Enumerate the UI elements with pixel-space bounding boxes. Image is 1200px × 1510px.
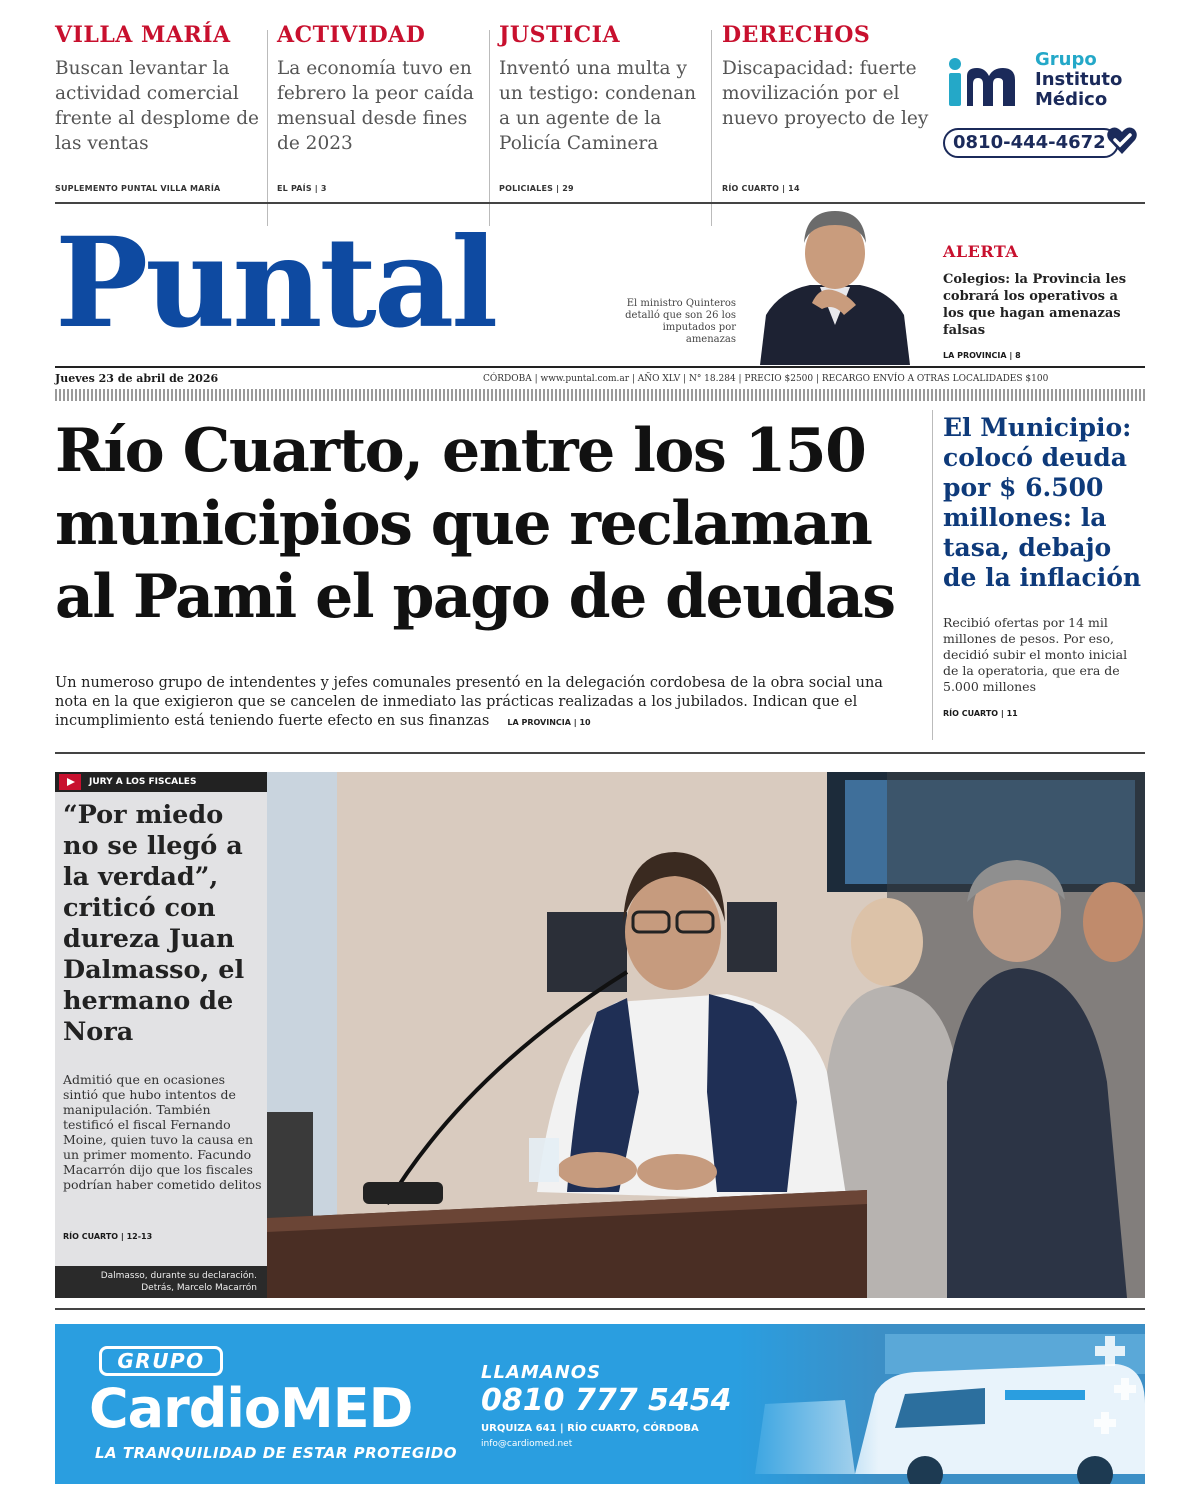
photo-caption [55,1266,267,1298]
teaser-page-ref: RÍO CUARTO | 14 [722,184,800,193]
teaser-text: Buscan levantar la actividad comercial frente al desplome de las ventas [55,58,259,154]
headline-line: municipios que reclaman [55,489,872,559]
ambulance-image [735,1324,1145,1484]
instituto-medico-name [1035,50,1122,110]
teaser-page-ref: EL PAÍS | 3 [277,184,327,193]
main-headline[interactable] [55,415,925,634]
cardiomed-grupo-badge: GRUPO [99,1346,223,1376]
photo-story-tag [55,772,267,792]
teaser-text: Discapacidad: fuerte movilización por el nuevo proyecto de ley [722,58,929,129]
gim-line1: Instituto [1035,69,1123,90]
instituto-medico-phone[interactable]: 0810-444-4672 [943,128,1119,158]
teaser-kicker: DERECHOS [722,22,871,48]
caption-line: Dalmasso, durante su declaración. [100,1271,257,1281]
hearing-photo [267,772,1145,1298]
teaser-villa-maria[interactable] [55,22,265,204]
photo-story-text: Admitió que en ocasiones sintió que hubo intentos de manipulación. También testificó el fiscal Fernando Moine, quien tuvo la causa en un primer momento. Facundo Macarrón dijo que los fiscales podrían haber cometido delitos [63,1072,262,1192]
cardiomed-phone[interactable]: 0810 777 5454 [481,1383,732,1418]
alert-page-ref: LA PROVINCIA | 8 [943,351,1021,360]
cardiomed-ad[interactable] [55,1324,1145,1484]
dateline [55,370,1145,388]
heart-check-icon [1105,124,1139,158]
minister-portrait [760,205,910,365]
photo-story-panel[interactable] [55,772,267,1298]
summary-text: Un numeroso grupo de intendentes y jefes comunales presentó en la delegación cordobesa de la obra social una nota en la que exigieron que se cancelen de inmediato las prácticas realizadas a los jubilados. Indican que el incumplimiento está teniendo fuerte efecto en sus finanzas [55,675,883,729]
decorative-stripe [55,389,1145,401]
headline-line: al Pami el pago de deudas [55,562,895,632]
issue-info: CÓRDOBA | www.puntal.com.ar | AÑO XLV | N° 18.284 | PRECIO $2500 | RECARGO ENVÍO A OTRAS LOCALIDADES $100 [483,374,1049,384]
gim-group-word: Grupo [1035,49,1097,70]
column-divider [267,30,268,226]
teaser-page-ref: POLICIALES | 29 [499,184,574,193]
gim-line2: Médico [1035,89,1108,110]
divider-rule [55,752,1145,754]
instituto-medico-ad[interactable] [943,48,1143,163]
play-arrow-icon [59,774,81,790]
column-divider [489,30,490,226]
main-summary [55,674,915,732]
caption-line: Detrás, Marcelo Macarrón [141,1283,257,1293]
cardiomed-logo: CardioMED [89,1377,413,1440]
cardiomed-call-label: LLAMANOS [481,1362,602,1383]
teaser-text: Inventó una multa y un testigo: condenan a un agente de la Policía Caminera [499,58,697,154]
side-story[interactable] [943,413,1145,718]
divider-rule [55,366,1145,368]
cardiomed-email[interactable]: info@cardiomed.net [481,1439,573,1449]
issue-date: Jueves 23 de abril de 2026 [55,372,219,385]
alert-teaser[interactable] [943,242,1143,360]
teaser-derechos[interactable] [722,22,932,204]
side-page-ref: RÍO CUARTO | 11 [943,709,1018,718]
side-text: Recibió ofertas por 14 mil millones de pesos. Por eso, decidió subir el monto inicial de la operatoria, que era de 5.000 millones [943,615,1128,694]
photo-story-page-ref: RÍO CUARTO | 12-13 [63,1232,153,1241]
teaser-text: La economía tuvo en febrero la peor caída mensual desde fines de 2023 [277,58,474,154]
tag-label: JURY A LOS FISCALES [89,777,197,787]
alert-kicker: ALERTA [943,242,1019,261]
divider-rule [55,202,1145,204]
cardiomed-tagline: LA TRANQUILIDAD DE ESTAR PROTEGIDO [95,1444,458,1462]
alert-text: Colegios: la Provincia les cobrará los operativos a los que hagan amenazas falsas [943,272,1127,338]
portrait-caption: El ministro Quinteros detalló que son 26 los imputados por amenazas [625,298,736,345]
teaser-actividad[interactable] [277,22,487,204]
teaser-kicker: VILLA MARÍA [55,22,231,48]
column-divider [932,410,933,740]
column-divider [711,30,712,226]
headline-line: Río Cuarto, entre los 150 [55,416,866,486]
teaser-page-ref: SUPLEMENTO PUNTAL VILLA MARÍA [55,184,221,193]
instituto-medico-logo [947,56,1031,108]
summary-page-ref: LA PROVINCIA | 10 [507,718,591,727]
teaser-kicker: JUSTICIA [499,22,621,48]
photo-story-headline: “Por miedo no se llegó a la verdad”, criticó con dureza Juan Dalmasso, el hermano de Nora [63,800,245,1047]
masthead-logo[interactable]: Puntal [55,211,496,356]
side-headline: El Municipio: colocó deuda por $ 6.500 millones: la tasa, debajo de la inflación [943,413,1142,592]
cardiomed-address: URQUIZA 641 | RÍO CUARTO, CÓRDOBA [481,1423,699,1434]
teaser-justicia[interactable] [499,22,709,204]
teaser-kicker: ACTIVIDAD [277,22,426,48]
divider-rule [55,1308,1145,1310]
